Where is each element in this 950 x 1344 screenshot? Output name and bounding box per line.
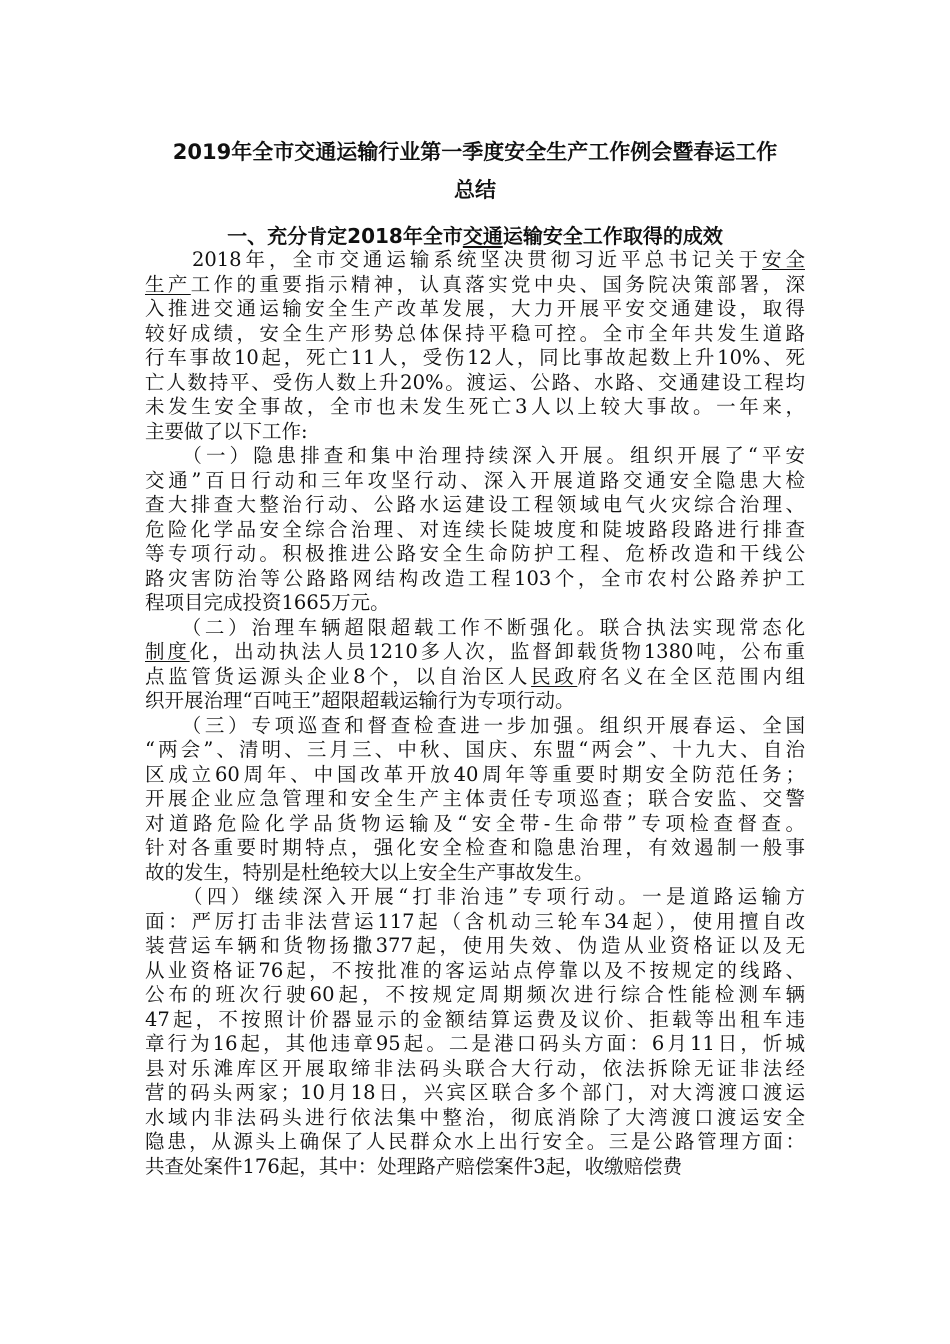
body-line: 县对乐滩库区开展取缔非法码头联合大行动，依法拆除无证非法经: [145, 1056, 805, 1080]
body-line: 故的发生，特别是杜绝较大以上安全生产事故发生。: [145, 860, 594, 884]
body-line: “两会”、清明、三月三、中秋、国庆、东盟“两会”、十九大、自治: [145, 738, 805, 761]
body-text-segment: 化，出动执法人员1210多人次，监督卸载货物1380吨，公布重: [189, 640, 805, 663]
body-line: 营的码头两家；10月18日，兴宾区联合多个部门，对大湾渡口渡运: [145, 1081, 805, 1104]
body-text-segment: 工作的重要指示精神，认真落实党中央、国务院决策部署，深: [190, 272, 805, 296]
section-heading-1: [145, 222, 805, 250]
body-line: 织开展治理“百吨王”超限超载运输行为专项行动。: [145, 689, 575, 712]
document-title-line-2: 总结: [454, 178, 496, 202]
body-line: 47起，不按照计价器显示的金额结算运费及议价、拒载等出租车违: [145, 1007, 805, 1031]
underlined-text: 制度: [145, 640, 190, 663]
body-line: 对道路危险化学品货物运输及“安全带-生命带”专项检查督查。: [145, 811, 805, 835]
body-line: [145, 248, 805, 273]
document-title-line-1: 2019年全市交通运输行业第一季度安全生产工作例会暨春运工作: [172, 140, 778, 164]
body-line: 区成立60周年、中国改革开放40周年等重要时期安全防范任务；: [145, 762, 805, 786]
underlined-text: 生产: [145, 272, 191, 296]
body-text-segment: 2018年，全市交通运输系统坚决贯彻习近平总书记关于: [145, 248, 762, 271]
body-line: 查大排查大整治行动、公路水运建设工程领域电气火灾综合治理、: [145, 493, 805, 516]
body-line: 路灾害防治等公路路网结构改造工程103个，全市农村公路养护工: [145, 566, 805, 590]
body-line: 面：严厉打击非法营运117起（含机动三轮车34起），使用擅自改: [145, 909, 805, 933]
body-line: 危险化学品安全综合治理、对连续长陡坡度和陡坡路段路进行排查: [145, 517, 805, 541]
body-text-segment: 点监管货运源头企业8个，以自治区人: [145, 664, 532, 688]
body-line: 隐患，从源头上确保了人民群众水上出行安全。三是公路管理方面：: [145, 1130, 805, 1153]
body-line: 入推进交通运输安全生产改革发展，大力开展平安交通建设，取得: [145, 297, 805, 320]
body-line: [145, 665, 805, 690]
body-line: 主要做了以下工作:: [145, 419, 308, 443]
body-line: （二）治理车辆超限超载工作不断强化。联合执法实现常态化: [145, 615, 805, 639]
section-heading-underlined-text: 交通: [462, 224, 503, 248]
body-line: （四）继续深入开展“打非治违”专项行动。一是道路运输方: [145, 885, 805, 908]
underlined-text: 民政: [531, 664, 578, 688]
body-line: 水域内非法码头进行依法集中整治，彻底消除了大湾渡口渡运安全: [145, 1105, 805, 1129]
body-line: 章行为16起，其他违章95起。二是港口码头方面：6月11日，忻城: [145, 1032, 805, 1055]
body-line: [145, 273, 805, 298]
body-line: 公布的班次行驶60起，不按规定周期频次进行综合性能检测车辆: [145, 983, 805, 1006]
body-line: 未发生安全事故，全市也未发生死亡3人以上较大事故。一年来，: [145, 395, 805, 418]
section-heading-text-end: 运输安全工作取得的成效: [502, 224, 723, 248]
body-line: 从业资格证76起，不按批准的客运站点停靠以及不按规定的线路、: [145, 958, 805, 982]
body-line: 较好成绩，安全生产形势总体保持平稳可控。全市全年共发生道路: [145, 321, 805, 345]
document-title: [145, 133, 805, 209]
body-line: 共查处案件176起，其中：处理路产赔偿案件3起，收缴赔偿费: [145, 1154, 683, 1178]
body-line: 亡人数持平、受伤人数上升20%。渡运、公路、水路、交通建设工程均: [145, 370, 805, 394]
body-line: 装营运车辆和货物扬撒377起，使用失效、伪造从业资格证以及无: [145, 934, 805, 957]
body-line: [145, 640, 805, 665]
body-line: 等专项行动。积极推进公路安全生命防护工程、危桥改造和干线公: [145, 542, 805, 565]
body-line: 针对各重要时期特点，强化安全检查和隐患治理，有效遏制一般事: [145, 836, 805, 859]
document-body: [145, 248, 805, 1179]
body-line: 交通”百日行动和三年攻坚行动、深入开展道路交通安全隐患大检: [145, 468, 805, 492]
body-line: 开展企业应急管理和安全生产主体责任专项巡查；联合安监、交警: [145, 787, 805, 810]
body-line: （一）隐患排查和集中治理持续深入开展。组织开展了“平安: [145, 444, 805, 467]
body-line: 程项目完成投资1665万元。: [145, 591, 390, 614]
body-line: （三）专项巡查和督查检查进一步加强。组织开展春运、全国: [145, 713, 805, 737]
underlined-text: 安全: [762, 248, 805, 271]
section-heading-text: 一、充分肯定2018年全市: [227, 224, 463, 248]
body-line: 行车事故10起，死亡11人，受伤12人，同比事故起数上升10%、死: [145, 346, 805, 369]
body-text-segment: 府名义在全区范围内组: [577, 664, 805, 688]
